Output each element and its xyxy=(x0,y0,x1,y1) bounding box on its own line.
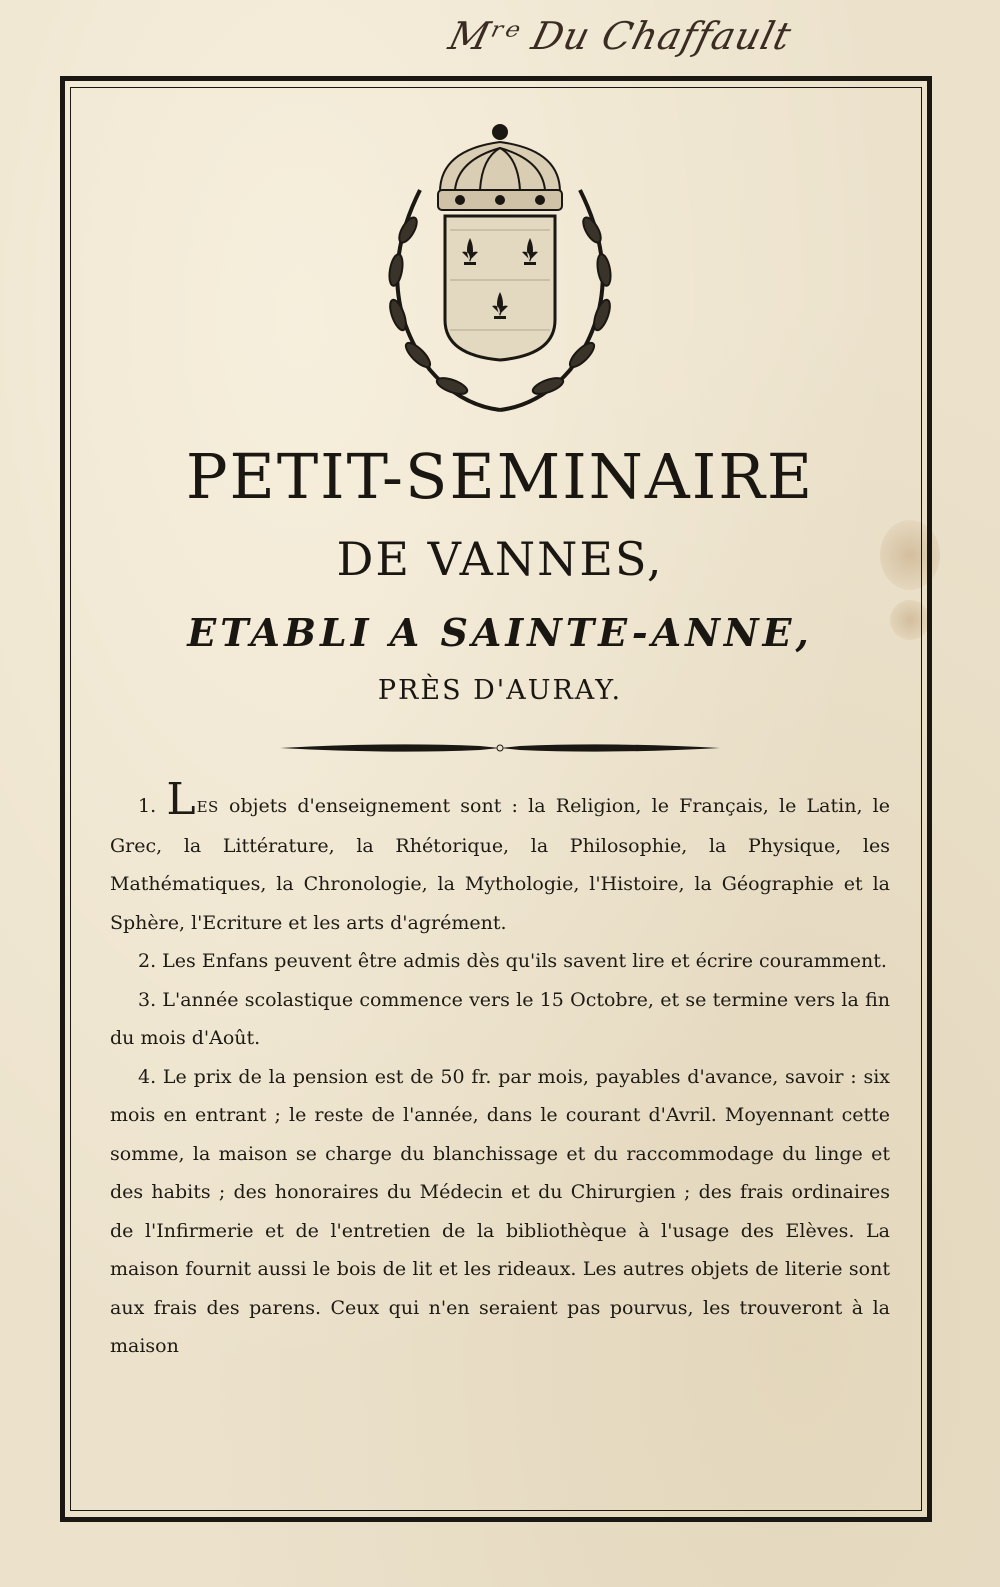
article-4: 4. Le prix de la pension est de 50 fr. par mois, payables d'avance, savoir : six mois en entrant ; le reste de l'année, dans le courant d'Avril. Moyennant cette somme, la maison se charge du blanchissage et du raccommodage du linge et des habits ; des honoraires du Médecin et du Chirurgien ; des frais ordinaires de l'Infirmerie et de l'entretien de la bibliothèque à l'usage des Elèves. La maison fournit aussi le bois de lit et les rideaux. Les autres objets de literie sont aux frais des parens. Ceux qui n'en seraient pas pourvus, les trouveront à la maison xyxy=(110,1065,890,1357)
small-caps-text: ES xyxy=(196,798,219,816)
article-3: 3. L'année scolastique commence vers le 15 Octobre, et se termine vers la fin du mois d'Août. xyxy=(110,988,890,1049)
drop-cap: L xyxy=(166,774,196,825)
establishment-line: ETABLI A SAINTE-ANNE, xyxy=(187,610,813,655)
royal-crest-icon xyxy=(360,120,640,420)
article-1-text: objets d'enseignement sont : la Religion, le Français, le Latin, le Grec, la Littérature, la Rhétorique, la Philosophie, la Physique, les Mathématiques, la Chronologie, la Mythologie, l'Histoire, la Géographie et la Sphère, l'Ecriture et les arts d'agrément. xyxy=(110,795,891,934)
handwritten-note-text: Mʳᵉ Du Chaffault xyxy=(444,14,797,58)
document-title: PETIT-SEMINAIRE xyxy=(185,440,815,513)
document-body xyxy=(110,774,891,1366)
article-2: 2. Les Enfans peuvent être admis dès qu'ils savent lire et écrire couramment. xyxy=(138,950,887,972)
location-line: PRÈS D'AURAY. xyxy=(377,675,623,706)
article-number: 1. xyxy=(138,795,157,817)
article-1 xyxy=(110,774,891,942)
document-subtitle: DE VANNES, xyxy=(336,532,664,586)
handwritten-note xyxy=(444,8,870,68)
shield-icon xyxy=(445,216,555,360)
crown-icon xyxy=(438,125,562,210)
ornamental-divider-icon xyxy=(280,736,720,760)
